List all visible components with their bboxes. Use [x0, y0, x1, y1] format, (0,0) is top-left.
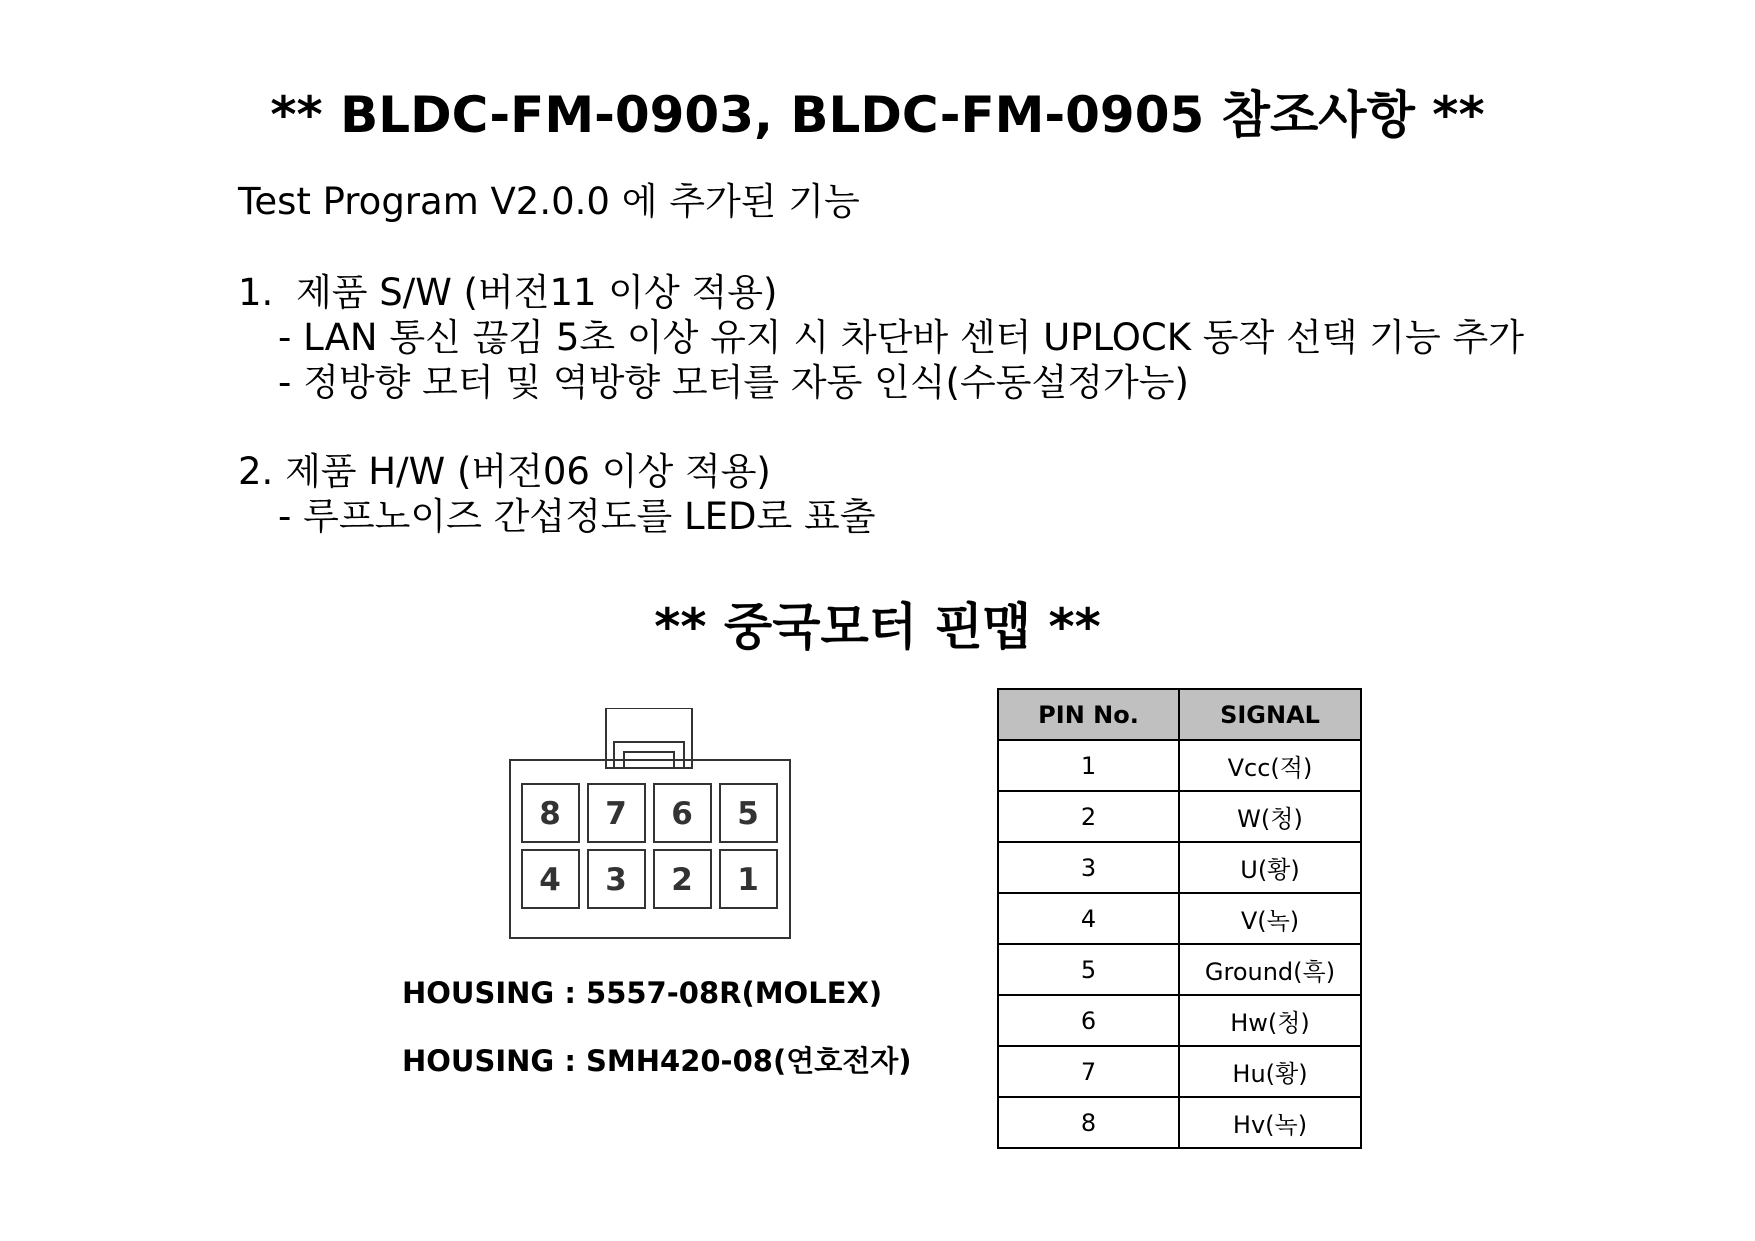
- pin-number: 3: [998, 842, 1179, 893]
- pin-signal: Hv(녹): [1179, 1097, 1361, 1148]
- pin-signal: Vcc(적): [1179, 740, 1361, 791]
- table-row: [998, 995, 1361, 1046]
- table-row: [998, 1097, 1361, 1148]
- header-pin-no: PIN No.: [998, 689, 1179, 740]
- table-row: [998, 893, 1361, 944]
- pin-label: 5: [737, 796, 759, 832]
- section-software: [238, 270, 1524, 405]
- pin-signal: V(녹): [1179, 893, 1361, 944]
- pin-number: 7: [998, 1046, 1179, 1097]
- pin-signal: Ground(흑): [1179, 944, 1361, 995]
- page-title: ** BLDC-FM-0903, BLDC-FM-0905 참조사항 **: [270, 86, 1485, 144]
- pin-label: 8: [539, 796, 561, 832]
- pin-signal: U(황): [1179, 842, 1361, 893]
- table-row: [998, 791, 1361, 842]
- connector-diagram: [508, 708, 794, 940]
- table-header-row: [998, 689, 1361, 740]
- pin-label: 1: [737, 862, 759, 898]
- pin-signal: Hw(청): [1179, 995, 1361, 1046]
- housing-label-yeonho: HOUSING : SMH420-08(연호전자): [402, 1044, 912, 1078]
- list-item: - LAN 통신 끊김 5초 이상 유지 시 차단바 센터 UPLOCK 동작 선택 기능 추가: [278, 316, 1524, 359]
- table-row: [998, 1046, 1361, 1097]
- table-row: [998, 740, 1361, 791]
- section-number: 1.: [238, 271, 274, 314]
- intro-text: Test Program V2.0.0 에 추가된 기능: [238, 180, 860, 223]
- pin-label: 2: [671, 862, 693, 898]
- list-item: - 정방향 모터 및 역방향 모터를 자동 인식(수동설정가능): [278, 361, 1189, 404]
- pin-label: 3: [605, 862, 627, 898]
- pin-number: 4: [998, 893, 1179, 944]
- pin-number: 8: [998, 1097, 1179, 1148]
- section-software-heading: [238, 270, 1524, 315]
- section-hardware: [238, 449, 876, 539]
- pin-signal: W(청): [1179, 791, 1361, 842]
- pin-map-table: [997, 688, 1362, 1149]
- list-item: - 루프노이즈 간섭정도를 LED로 표출: [278, 495, 876, 538]
- table-row: [998, 842, 1361, 893]
- pin-number: 1: [998, 740, 1179, 791]
- pin-label: 4: [539, 862, 561, 898]
- pin-label: 6: [671, 796, 693, 832]
- header-signal: SIGNAL: [1179, 689, 1361, 740]
- housing-label-molex: HOUSING : 5557-08R(MOLEX): [402, 976, 883, 1010]
- pinmap-title: ** 중국모터 핀맵 **: [654, 598, 1101, 656]
- table-row: [998, 944, 1361, 995]
- section-heading-text: 제품 S/W (버전11 이상 적용): [296, 271, 778, 314]
- pin-number: 2: [998, 791, 1179, 842]
- pin-number: 5: [998, 944, 1179, 995]
- pin-signal: Hu(황): [1179, 1046, 1361, 1097]
- section-hardware-heading: 2. 제품 H/W (버전06 이상 적용): [238, 450, 771, 493]
- pin-label: 7: [605, 796, 627, 832]
- pin-number: 6: [998, 995, 1179, 1046]
